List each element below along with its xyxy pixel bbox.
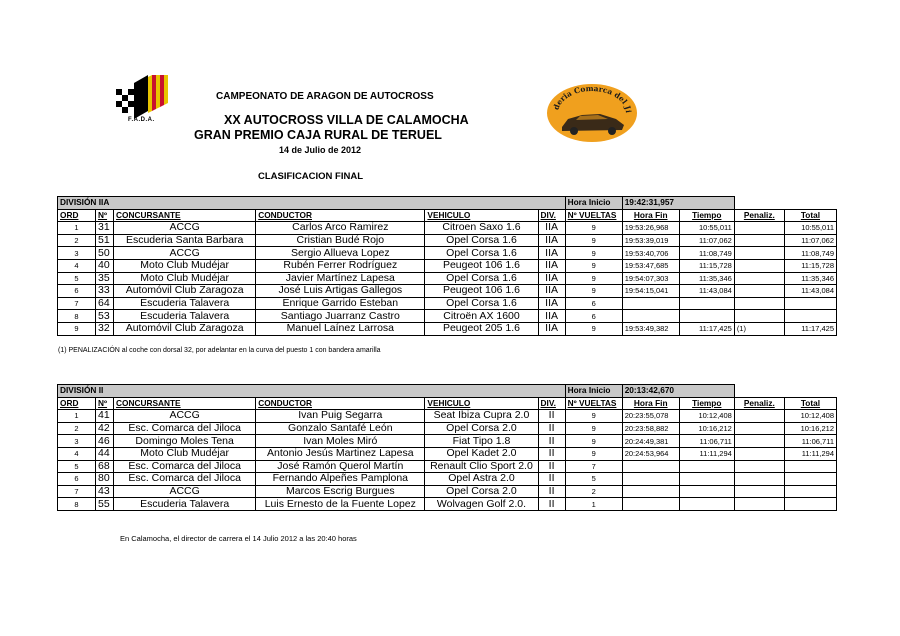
cell-ord: 6 [58, 473, 96, 486]
cell-time: 11:08,749 [679, 247, 734, 260]
cell-driver: Rubén Ferrer Rodríguez [256, 259, 425, 272]
cell-driver: Antonio Jesús Martinez Lapesa [256, 447, 425, 460]
cell-div: II [538, 435, 565, 448]
cell-ord: 7 [58, 485, 96, 498]
fada-label: F.A.D.A. [128, 117, 155, 123]
cell-finish: 19:53:40,706 [622, 247, 679, 260]
cell-finish [622, 460, 679, 473]
cell-laps: 9 [565, 410, 622, 423]
cell-driver: Sergio Allueva Lopez [256, 247, 425, 260]
cell-entrant: ACCG [114, 485, 256, 498]
club-logo [546, 83, 638, 143]
result-row [58, 222, 837, 235]
result-row [58, 259, 837, 272]
cell-laps: 9 [565, 247, 622, 260]
cell-entrant: Escuderia Talavera [114, 498, 256, 511]
column-header-row [58, 397, 837, 410]
cell-finish: 19:53:47,685 [622, 259, 679, 272]
event-title: XX AUTOCROSS VILLA DE CALAMOCHA [224, 113, 469, 127]
cell-num: 41 [96, 410, 114, 423]
start-label: Hora Inicio [565, 385, 622, 398]
cell-entrant: Moto Club Mudéjar [114, 447, 256, 460]
cell-penalty [734, 234, 784, 247]
cell-driver: Cristian Budé Rojo [256, 234, 425, 247]
cell-time: 11:35,346 [679, 272, 734, 285]
cell-total: 11:35,346 [784, 272, 836, 285]
cell-ord: 7 [58, 297, 96, 310]
cell-total [784, 485, 836, 498]
cell-div: IIA [538, 234, 565, 247]
division-iia-table [57, 196, 837, 336]
cell-num: 50 [96, 247, 114, 260]
cell-laps: 2 [565, 485, 622, 498]
cell-num: 53 [96, 310, 114, 323]
cell-ord: 9 [58, 322, 96, 335]
cell-total: 11:07,062 [784, 234, 836, 247]
cell-vehicle: Peugeot 106 1.6 [425, 285, 538, 298]
cell-time: 11:07,062 [679, 234, 734, 247]
cell-ord: 8 [58, 310, 96, 323]
start-time: 20:13:42,670 [622, 385, 734, 398]
cell-laps: 6 [565, 310, 622, 323]
result-row [58, 410, 837, 423]
cell-penalty [734, 460, 784, 473]
result-row [58, 247, 837, 260]
cell-entrant: Domingo Moles Tena [114, 435, 256, 448]
cell-entrant: Escuderia Talavera [114, 297, 256, 310]
col-div: DIV. [538, 397, 565, 410]
cell-vehicle: Peugeot 106 1.6 [425, 259, 538, 272]
cell-total: 11:11,294 [784, 447, 836, 460]
cell-penalty [734, 410, 784, 423]
cell-div: IIA [538, 310, 565, 323]
cell-laps: 9 [565, 422, 622, 435]
cell-ord: 2 [58, 422, 96, 435]
division-title: DIVISIÓN II [58, 385, 566, 398]
cell-div: II [538, 473, 565, 486]
cell-div: IIA [538, 285, 565, 298]
result-row [58, 310, 837, 323]
cell-time [679, 485, 734, 498]
cell-vehicle: Opel Astra 2.0 [425, 473, 538, 486]
cell-total: 11:17,425 [784, 322, 836, 335]
cell-num: 44 [96, 447, 114, 460]
col-driver: CONDUCTOR [256, 209, 425, 222]
result-row [58, 297, 837, 310]
cell-vehicle: Opel Corsa 1.6 [425, 272, 538, 285]
cell-laps: 6 [565, 297, 622, 310]
cell-finish: 20:24:53,964 [622, 447, 679, 460]
cell-penalty [734, 285, 784, 298]
cell-driver: Luis Ernesto de la Fuente Lopez [256, 498, 425, 511]
cell-entrant: ACCG [114, 222, 256, 235]
cell-ord: 1 [58, 410, 96, 423]
result-row [58, 460, 837, 473]
cell-div: II [538, 447, 565, 460]
col-penalty: Penaliz. [734, 397, 784, 410]
cell-ord: 4 [58, 259, 96, 272]
cell-vehicle: Opel Corsa 1.6 [425, 234, 538, 247]
col-vehicle: VEHICULO [425, 397, 538, 410]
cell-vehicle: Citroen Saxo 1.6 [425, 222, 538, 235]
cell-driver: Javier Martínez Lapesa [256, 272, 425, 285]
cell-total [784, 297, 836, 310]
cell-time: 10:55,011 [679, 222, 734, 235]
classification-title: CLASIFICACION FINAL [258, 171, 364, 182]
division-iia-rows [58, 222, 837, 335]
cell-ord: 4 [58, 447, 96, 460]
cell-finish [622, 297, 679, 310]
cell-finish: 19:53:39,019 [622, 234, 679, 247]
cell-ord: 6 [58, 285, 96, 298]
cell-num: 64 [96, 297, 114, 310]
cell-laps: 9 [565, 272, 622, 285]
cell-entrant: Automóvil Club Zaragoza [114, 322, 256, 335]
event-date: 14 de Julio de 2012 [279, 145, 362, 155]
result-row [58, 473, 837, 486]
col-finish: Hora Fin [622, 209, 679, 222]
club-logo-text: deria Comarca del Ji [551, 83, 634, 114]
col-laps: Nº VUELTAS [565, 209, 622, 222]
cell-laps: 9 [565, 285, 622, 298]
cell-div: II [538, 498, 565, 511]
cell-time: 11:17,425 [679, 322, 734, 335]
cell-laps: 9 [565, 447, 622, 460]
start-time: 19:42:31,957 [622, 197, 734, 210]
cell-finish [622, 473, 679, 486]
cell-time: 11:11,294 [679, 447, 734, 460]
cell-time [679, 473, 734, 486]
cell-total [784, 498, 836, 511]
col-ord: ORD [58, 209, 96, 222]
cell-driver: Enrique Garrido Esteban [256, 297, 425, 310]
cell-driver: Ivan Moles Miró [256, 435, 425, 448]
division-ii-table [57, 384, 837, 511]
cell-finish: 19:54:07,303 [622, 272, 679, 285]
cell-penalty [734, 310, 784, 323]
cell-finish: 20:23:58,882 [622, 422, 679, 435]
col-penalty: Penaliz. [734, 209, 784, 222]
cell-div: II [538, 460, 565, 473]
cell-vehicle: Opel Corsa 2.0 [425, 422, 538, 435]
cell-entrant: Escuderia Santa Barbara [114, 234, 256, 247]
cell-finish [622, 498, 679, 511]
cell-entrant: Moto Club Mudéjar [114, 272, 256, 285]
cell-penalty [734, 297, 784, 310]
cell-vehicle: Seat Ibiza Cupra 2.0 [425, 410, 538, 423]
col-total: Total [784, 209, 836, 222]
cell-laps: 9 [565, 435, 622, 448]
division-header-row [58, 197, 837, 210]
cell-entrant: Esc. Comarca del Jiloca [114, 473, 256, 486]
cell-time: 10:16,212 [679, 422, 734, 435]
division-ii-rows [58, 410, 837, 511]
cell-penalty [734, 259, 784, 272]
cell-div: II [538, 410, 565, 423]
cell-vehicle: Opel Corsa 2.0 [425, 485, 538, 498]
cell-ord: 3 [58, 435, 96, 448]
cell-vehicle: Citroën AX 1600 [425, 310, 538, 323]
result-row [58, 435, 837, 448]
cell-num: 55 [96, 498, 114, 511]
cell-total: 10:16,212 [784, 422, 836, 435]
result-row [58, 322, 837, 335]
cell-driver: José Ramón Querol Martín [256, 460, 425, 473]
penalty-note: (1) PENALIZACIÓN al coche con dorsal 32, por adelantar en la curva del puesto 1 con bandera amarilla [58, 347, 381, 354]
cell-total: 11:43,084 [784, 285, 836, 298]
cell-total [784, 310, 836, 323]
cell-entrant: Escuderia Talavera [114, 310, 256, 323]
cell-vehicle: Wolvagen Golf 2.0. [425, 498, 538, 511]
cell-entrant: ACCG [114, 410, 256, 423]
cell-div: IIA [538, 272, 565, 285]
cell-finish: 20:23:55,078 [622, 410, 679, 423]
cell-laps: 5 [565, 473, 622, 486]
result-row [58, 272, 837, 285]
cell-total: 10:12,408 [784, 410, 836, 423]
cell-laps: 9 [565, 222, 622, 235]
col-div: DIV. [538, 209, 565, 222]
col-entrant: CONCURSANTE [114, 397, 256, 410]
cell-laps: 9 [565, 259, 622, 272]
cell-num: 31 [96, 222, 114, 235]
cell-penalty [734, 435, 784, 448]
start-label: Hora Inicio [565, 197, 622, 210]
cell-div: IIA [538, 322, 565, 335]
cell-total [784, 460, 836, 473]
cell-ord: 3 [58, 247, 96, 260]
cell-penalty [734, 473, 784, 486]
cell-ord: 5 [58, 460, 96, 473]
cell-vehicle: Fiat Tipo 1.8 [425, 435, 538, 448]
cell-entrant: Moto Club Mudéjar [114, 259, 256, 272]
cell-laps: 1 [565, 498, 622, 511]
cell-penalty [734, 272, 784, 285]
col-laps: Nº VUELTAS [565, 397, 622, 410]
cell-total: 11:08,749 [784, 247, 836, 260]
cell-ord: 1 [58, 222, 96, 235]
cell-total: 11:15,728 [784, 259, 836, 272]
cell-driver: Ivan Puig Segarra [256, 410, 425, 423]
cell-div: IIA [538, 222, 565, 235]
col-ord: ORD [58, 397, 96, 410]
cell-div: II [538, 485, 565, 498]
col-time: Tiempo [679, 397, 734, 410]
championship-title: CAMPEONATO DE ARAGON DE AUTOCROSS [216, 91, 434, 102]
cell-num: 33 [96, 285, 114, 298]
col-finish: Hora Fin [622, 397, 679, 410]
cell-penalty [734, 422, 784, 435]
cell-laps: 9 [565, 322, 622, 335]
cell-num: 68 [96, 460, 114, 473]
cell-ord: 2 [58, 234, 96, 247]
cell-penalty [734, 485, 784, 498]
cell-vehicle: Peugeot 205 1.6 [425, 322, 538, 335]
cell-div: IIA [538, 259, 565, 272]
col-vehicle: VEHICULO [425, 209, 538, 222]
cell-finish: 19:54:15,041 [622, 285, 679, 298]
cell-driver: Manuel Laínez Larrosa [256, 322, 425, 335]
cell-ord: 5 [58, 272, 96, 285]
cell-entrant: Esc. Comarca del Jiloca [114, 460, 256, 473]
cell-num: 43 [96, 485, 114, 498]
cell-finish: 19:53:26,968 [622, 222, 679, 235]
cell-num: 40 [96, 259, 114, 272]
cell-penalty [734, 247, 784, 260]
cell-driver: Carlos Arco Ramirez [256, 222, 425, 235]
col-driver: CONDUCTOR [256, 397, 425, 410]
cell-num: 80 [96, 473, 114, 486]
col-num: Nº [96, 397, 114, 410]
cell-num: 46 [96, 435, 114, 448]
result-row [58, 422, 837, 435]
cell-finish [622, 310, 679, 323]
cell-penalty [734, 447, 784, 460]
cell-entrant: Esc. Comarca del Jiloca [114, 422, 256, 435]
cell-div: IIA [538, 247, 565, 260]
cell-num: 42 [96, 422, 114, 435]
cell-finish: 20:24:49,381 [622, 435, 679, 448]
grand-prix-title: GRAN PREMIO CAJA RURAL DE TERUEL [194, 128, 442, 142]
cell-penalty: (1) [734, 322, 784, 335]
cell-driver: Marcos Escrig Burgues [256, 485, 425, 498]
cell-driver: José Luis Artigas Gallegos [256, 285, 425, 298]
result-row [58, 485, 837, 498]
cell-div: II [538, 422, 565, 435]
cell-finish [622, 485, 679, 498]
column-header-row [58, 209, 837, 222]
result-row [58, 234, 837, 247]
cell-num: 35 [96, 272, 114, 285]
cell-num: 51 [96, 234, 114, 247]
cell-time: 10:12,408 [679, 410, 734, 423]
cell-time: 11:06,711 [679, 435, 734, 448]
cell-ord: 8 [58, 498, 96, 511]
cell-driver: Fernando Alpeñes Pamplona [256, 473, 425, 486]
col-total: Total [784, 397, 836, 410]
col-num: Nº [96, 209, 114, 222]
cell-driver: Gonzalo Santafé León [256, 422, 425, 435]
division-title: DIVISIÓN IIA [58, 197, 566, 210]
cell-finish: 19:53:49,382 [622, 322, 679, 335]
cell-penalty [734, 222, 784, 235]
cell-time [679, 460, 734, 473]
cell-total: 11:06,711 [784, 435, 836, 448]
cell-time [679, 297, 734, 310]
cell-penalty [734, 498, 784, 511]
cell-time: 11:43,084 [679, 285, 734, 298]
cell-time: 11:15,728 [679, 259, 734, 272]
division-header-row [58, 385, 837, 398]
col-entrant: CONCURSANTE [114, 209, 256, 222]
cell-time [679, 310, 734, 323]
cell-laps: 9 [565, 234, 622, 247]
cell-time [679, 498, 734, 511]
cell-vehicle: Opel Kadet 2.0 [425, 447, 538, 460]
cell-laps: 7 [565, 460, 622, 473]
cell-total: 10:55,011 [784, 222, 836, 235]
cell-vehicle: Opel Corsa 1.6 [425, 297, 538, 310]
cell-driver: Santiago Juarranz Castro [256, 310, 425, 323]
cell-vehicle: Renault Clio Sport 2.0 [425, 460, 538, 473]
result-row [58, 447, 837, 460]
cell-vehicle: Opel Corsa 1.6 [425, 247, 538, 260]
col-time: Tiempo [679, 209, 734, 222]
cell-total [784, 473, 836, 486]
cell-num: 32 [96, 322, 114, 335]
cell-div: IIA [538, 297, 565, 310]
cell-entrant: Automóvil Club Zaragoza [114, 285, 256, 298]
result-row [58, 498, 837, 511]
footer-note: En Calamocha, el director de carrera el 14 Julio 2012 a las 20:40 horas [120, 534, 357, 543]
cell-entrant: ACCG [114, 247, 256, 260]
result-row [58, 285, 837, 298]
